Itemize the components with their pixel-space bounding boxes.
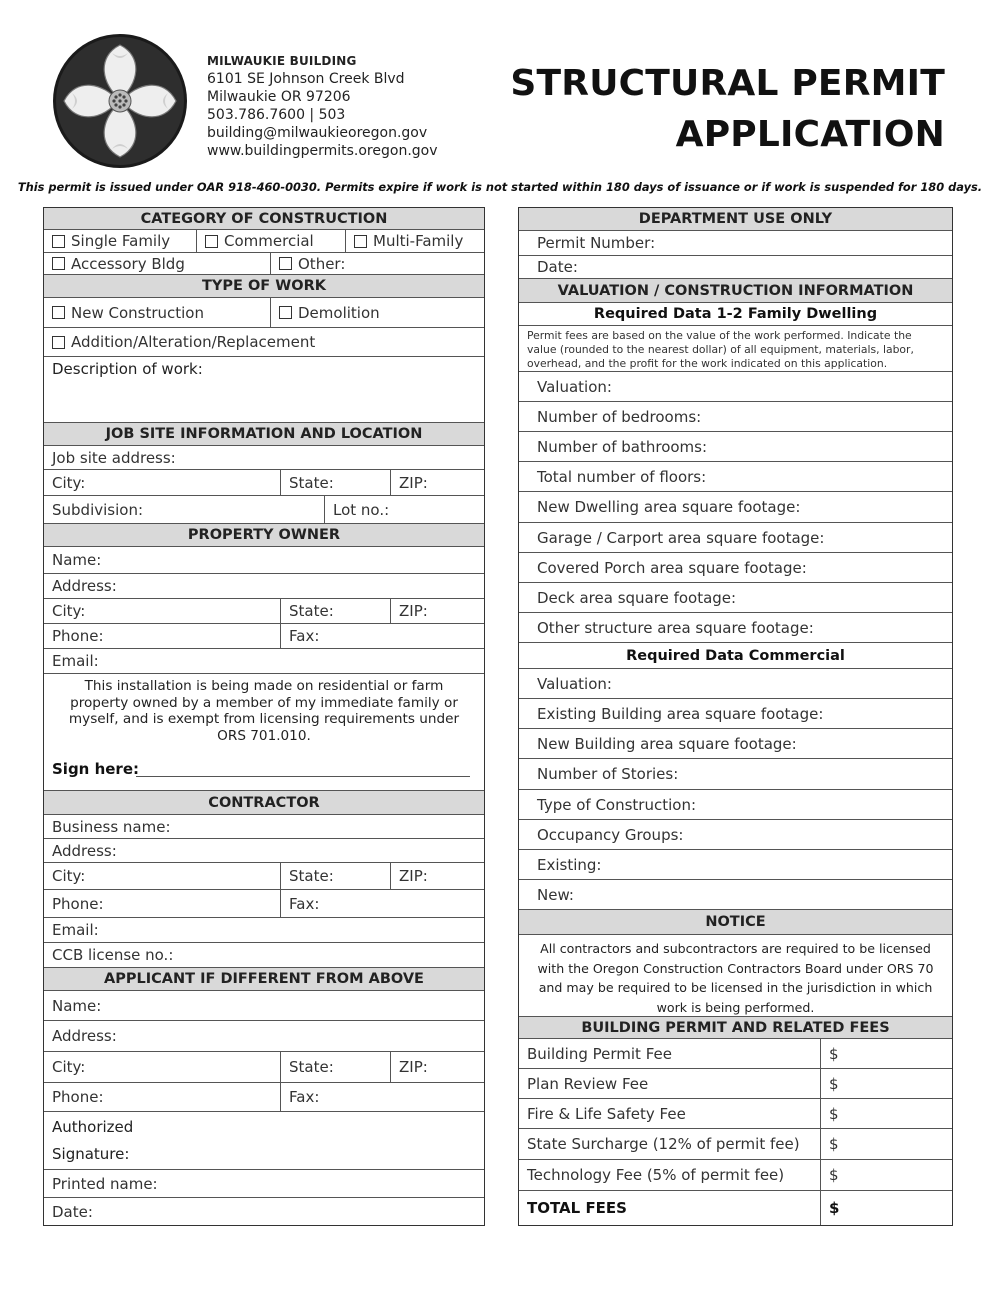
multi-family-option[interactable] (345, 230, 484, 252)
total-fees-label: TOTAL FEES (527, 1199, 627, 1217)
category-row-2 (44, 253, 484, 275)
notice-body (519, 935, 952, 1017)
right-column (518, 207, 953, 1226)
accessory-label: Accessory Bldg (71, 254, 185, 273)
fee-label: Plan Review Fee (527, 1074, 649, 1093)
owner-city-row (44, 599, 484, 624)
type-of-work-heading: TYPE OF WORK (44, 275, 484, 298)
description-label: Description of work: (52, 360, 203, 378)
exemption-statement: This installation is being made on residential or farm property owned by a member of my immediate family or myself, and is exempt from licensing requirements under ORS 701.010. (68, 678, 460, 744)
applicant-state-field[interactable]: State: (280, 1052, 390, 1082)
contractor-state-field[interactable]: State: (280, 863, 390, 889)
contractor-business-field[interactable]: Business name: (44, 815, 484, 839)
commercial-label: Commercial (224, 232, 314, 250)
title-line-2: APPLICATION (675, 114, 945, 155)
job-site-zip-field[interactable]: ZIP: (390, 470, 484, 495)
job-site-address-field[interactable]: Job site address: (44, 446, 484, 470)
applicant-phone-field[interactable]: Phone: (52, 1088, 104, 1106)
owner-address-field[interactable]: Address: (44, 574, 484, 599)
org-email[interactable]: building@milwaukieoregon.gov (207, 125, 428, 141)
fees-heading: BUILDING PERMIT AND RELATED FEES (519, 1017, 952, 1039)
addition-label: Addition/Alteration/Replacement (71, 333, 316, 351)
fee-label: Building Permit Fee (527, 1044, 672, 1063)
organization-contact (207, 52, 438, 160)
category-heading: CATEGORY OF CONSTRUCTION (44, 208, 484, 230)
owner-fax-field[interactable]: Fax: (280, 624, 484, 648)
owner-city-field[interactable]: City: (52, 602, 86, 620)
left-column (43, 207, 485, 1226)
demolition-option[interactable] (270, 298, 484, 327)
applicant-zip-field[interactable]: ZIP: (390, 1052, 484, 1082)
lot-number-field[interactable]: Lot no.: (324, 496, 484, 523)
demolition-label: Demolition (298, 303, 380, 322)
property-owner-heading: PROPERTY OWNER (44, 524, 484, 547)
contractor-heading: CONTRACTOR (44, 791, 484, 815)
single-family-label: Single Family (71, 232, 171, 250)
garage-sqft-field[interactable]: Garage / Carport area square footage: (519, 523, 952, 553)
applicant-city-row (44, 1052, 484, 1083)
org-phone: 503.786.7600 | 503 (207, 107, 346, 123)
authorized-label: Authorized (52, 1118, 134, 1136)
sign-here-label: Sign here: (52, 760, 140, 778)
owner-signature-line[interactable] (136, 776, 470, 777)
department-date-field[interactable]: Date: (519, 256, 952, 279)
owner-exemption-block (44, 673, 484, 791)
owner-phone-row (44, 624, 484, 649)
res-valuation-field[interactable]: Valuation: (519, 372, 952, 402)
new-construction-checkbox[interactable] (52, 306, 65, 319)
bedrooms-field[interactable]: Number of bedrooms: (519, 402, 952, 432)
owner-state-field[interactable]: State: (280, 599, 390, 623)
new-construction-option[interactable] (44, 298, 270, 327)
applicant-fax-field[interactable]: Fax: (280, 1083, 484, 1111)
occupancy-existing-field[interactable]: Existing: (519, 850, 952, 880)
owner-email-field[interactable]: Email: (52, 652, 99, 670)
applicant-phone-row (44, 1083, 484, 1112)
fee-row (519, 1039, 952, 1069)
other-label: Other: (298, 254, 346, 273)
valuation-heading: VALUATION / CONSTRUCTION INFORMATION (519, 279, 952, 303)
permit-number-field[interactable]: Permit Number: (519, 231, 952, 256)
org-name: MILWAUKIE BUILDING (207, 54, 357, 68)
page-title (510, 58, 945, 160)
occupancy-groups-field[interactable]: Occupancy Groups: (519, 820, 952, 850)
contractor-city-field[interactable]: City: (52, 867, 86, 885)
construction-type-field[interactable]: Type of Construction: (519, 790, 952, 820)
org-website[interactable]: www.buildingpermits.oregon.gov (207, 143, 438, 159)
notice-heading: NOTICE (519, 910, 952, 935)
job-site-city-field[interactable]: City: (52, 473, 86, 492)
contractor-phone-row (44, 890, 484, 918)
fee-basis-note: Permit fees are based on the value of the work performed. Indicate the value (rounded to the nearest dollar) of all equipment, materials, labor, overhead, and the profit for the work indicated on this application. (527, 329, 914, 370)
fee-amount-field[interactable]: $ (820, 1039, 952, 1068)
fee-label: Technology Fee (5% of permit fee) (527, 1166, 785, 1184)
other-option[interactable] (270, 253, 484, 274)
addition-option[interactable] (44, 328, 484, 356)
permit-expiry-notice: This permit is issued under OAR 918-460-0030. Permits expire if work is not started within 180 days of issuance or if work is suspended for 180 days. (17, 180, 983, 194)
type-of-work-row-2 (44, 328, 484, 357)
contractor-zip-field[interactable]: ZIP: (390, 863, 484, 889)
new-building-sqft-field[interactable]: New Building area square footage: (519, 729, 952, 759)
commercial-data-heading: Required Data Commercial (519, 643, 952, 669)
job-site-state-field[interactable]: State: (280, 470, 390, 495)
fee-row (519, 1069, 952, 1099)
floors-field[interactable]: Total number of floors: (519, 462, 952, 492)
fee-row (519, 1099, 952, 1129)
subdivision-field[interactable]: Subdivision: (52, 500, 144, 519)
contractor-fax-field[interactable]: Fax: (280, 890, 484, 917)
fee-basis-note-row (519, 325, 952, 372)
other-checkbox[interactable] (279, 257, 292, 270)
job-site-city-row (44, 470, 484, 496)
occupancy-new-field[interactable]: New: (519, 880, 952, 910)
single-family-checkbox[interactable] (52, 235, 65, 248)
dwelling-sqft-field[interactable]: New Dwelling area square footage: (519, 492, 952, 523)
contractor-phone-field[interactable]: Phone: (52, 894, 104, 913)
applicant-heading: APPLICANT IF DIFFERENT FROM ABOVE (44, 968, 484, 991)
demolition-checkbox[interactable] (279, 306, 292, 319)
applicant-date-field[interactable]: Date: (52, 1202, 93, 1221)
job-site-heading: JOB SITE INFORMATION AND LOCATION (44, 423, 484, 446)
org-address-line-1: 6101 SE Johnson Creek Blvd (207, 71, 405, 87)
fee-label: Fire & Life Safety Fee (527, 1104, 686, 1123)
applicant-name-field[interactable]: Name: (44, 991, 484, 1021)
applicant-printed-name-field[interactable]: Printed name: (44, 1170, 484, 1198)
type-of-work-row-1 (44, 298, 484, 328)
contractor-address-field[interactable]: Address: (44, 839, 484, 863)
category-row-1 (44, 230, 484, 253)
single-family-option[interactable] (44, 230, 196, 252)
fee-amount-field[interactable]: $ (820, 1160, 952, 1190)
commercial-option[interactable] (196, 230, 345, 252)
commercial-checkbox[interactable] (205, 235, 218, 248)
owner-name-field[interactable]: Name: (44, 547, 484, 574)
other-structure-sqft-field[interactable]: Other structure area square footage: (519, 613, 952, 643)
total-fees-amount-field[interactable]: $ (820, 1191, 952, 1225)
signature-label: Signature: (52, 1145, 130, 1163)
description-field[interactable] (44, 357, 484, 423)
com-valuation-field[interactable]: Valuation: (519, 669, 952, 699)
fee-row (519, 1160, 952, 1191)
fee-amount-field[interactable]: $ (820, 1099, 952, 1128)
fee-label: State Surcharge (12% of permit fee) (527, 1135, 800, 1153)
ccb-license-field[interactable]: CCB license no.: (44, 943, 484, 968)
new-construction-label: New Construction (71, 303, 204, 322)
addition-checkbox[interactable] (52, 336, 65, 349)
fee-row (519, 1129, 952, 1160)
porch-sqft-field[interactable]: Covered Porch area square footage: (519, 553, 952, 583)
multi-family-label: Multi-Family (373, 232, 464, 250)
multi-family-checkbox[interactable] (354, 235, 367, 248)
existing-building-sqft-field[interactable]: Existing Building area square footage: (519, 699, 952, 729)
applicant-address-field[interactable]: Address: (44, 1021, 484, 1052)
department-use-heading: DEPARTMENT USE ONLY (519, 208, 952, 231)
total-fees-row (519, 1191, 952, 1225)
fee-amount-field[interactable]: $ (820, 1069, 952, 1098)
owner-phone-field[interactable]: Phone: (52, 627, 104, 645)
title-line-1: STRUCTURAL PERMIT (510, 63, 945, 104)
licensing-notice: All contractors and subcontractors are required to be licensed with the Oregon Construction Contractors Board under ORS 70 and may be required to be licensed in the jurisdiction in which work is being performed. (537, 941, 934, 1015)
applicant-city-field[interactable]: City: (52, 1058, 86, 1076)
owner-zip-field[interactable]: ZIP: (390, 599, 484, 623)
applicant-signature-field[interactable] (44, 1112, 484, 1170)
contractor-email-field[interactable]: Email: (44, 918, 484, 943)
org-address-line-2: Milwaukie OR 97206 (207, 89, 351, 105)
stories-field[interactable]: Number of Stories: (519, 759, 952, 790)
bathrooms-field[interactable]: Number of bathrooms: (519, 432, 952, 462)
contractor-city-row (44, 863, 484, 890)
accessory-checkbox[interactable] (52, 257, 65, 270)
city-logo (52, 33, 188, 169)
residential-data-heading: Required Data 1-2 Family Dwelling (593, 306, 878, 322)
fee-amount-field[interactable]: $ (820, 1129, 952, 1159)
job-site-subdivision-row (44, 496, 484, 524)
accessory-option[interactable] (44, 253, 270, 274)
deck-sqft-field[interactable]: Deck area square footage: (519, 583, 952, 613)
